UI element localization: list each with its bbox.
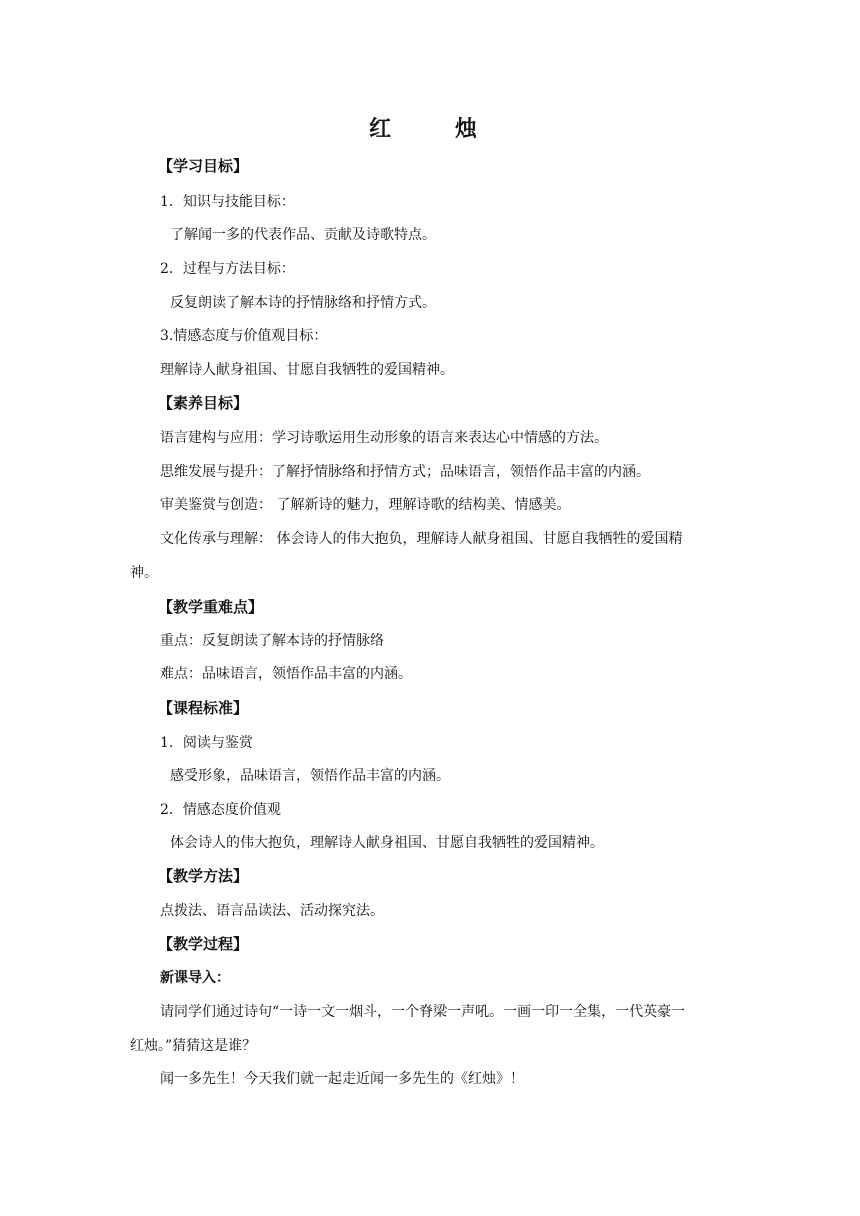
key-point: 重点：反复朗读了解本诗的抒情脉络 bbox=[160, 633, 384, 649]
learning-goal-3: 3.情感态度与价值观目标： bbox=[160, 328, 328, 344]
literacy-line-4: 文化传承与理解： 体会诗人的伟大抱负，理解诗人献身祖国、甘愿自我牺牲的爱国精 bbox=[160, 531, 683, 547]
learning-goal-1-text: 了解闻一多的代表作品、贡献及诗歌特点。 bbox=[170, 227, 436, 243]
curriculum-item-2-text: 体会诗人的伟大抱负，理解诗人献身祖国、甘愿自我牺牲的爱国精神。 bbox=[170, 835, 604, 851]
learning-goal-3-text: 理解诗人献身祖国、甘愿自我牺牲的爱国精神。 bbox=[160, 362, 454, 378]
curriculum-item-1-text: 感受形象，品味语言，领悟作品丰富的内涵。 bbox=[170, 768, 450, 784]
heading-curriculum: 【课程标准】 bbox=[158, 699, 249, 717]
intro-label: 新课导入： bbox=[160, 970, 230, 986]
literacy-line-1: 语言建构与应用：学习诗歌运用生动形象的语言来表达心中情感的方法。 bbox=[160, 430, 608, 446]
heading-literacy-goals: 【素养目标】 bbox=[158, 394, 249, 412]
learning-goal-2: 2．过程与方法目标： bbox=[160, 261, 295, 277]
curriculum-item-1: 1．阅读与鉴赏 bbox=[160, 735, 253, 751]
intro-paragraph-1-cont: 红烛。”猜猜这是谁？ bbox=[130, 1038, 257, 1054]
heading-process: 【教学过程】 bbox=[158, 935, 249, 953]
intro-paragraph-1: 请同学们通过诗句“一诗一文一烟斗，一个脊梁一声吼。一画一印一全集，一代英豪一 bbox=[160, 1004, 686, 1020]
literacy-line-3: 审美鉴赏与创造： 了解新诗的魅力，理解诗歌的结构美、情感美。 bbox=[160, 497, 571, 513]
literacy-line-4-cont: 神。 bbox=[130, 565, 158, 581]
heading-methods: 【教学方法】 bbox=[158, 867, 249, 885]
curriculum-item-2: 2．情感态度价值观 bbox=[160, 802, 281, 818]
literacy-line-2: 思维发展与提升：了解抒情脉络和抒情方式；品味语言，领悟作品丰富的内涵。 bbox=[160, 464, 650, 480]
heading-key-points: 【教学重难点】 bbox=[158, 598, 264, 616]
learning-goal-2-text: 反复朗读了解本诗的抒情脉络和抒情方式。 bbox=[170, 295, 436, 311]
document-title: 红 烛 bbox=[369, 117, 505, 142]
learning-goal-1: 1．知识与技能目标： bbox=[160, 194, 295, 210]
intro-paragraph-2: 闻一多先生！今天我们就一起走近闻一多先生的《红烛》！ bbox=[160, 1071, 524, 1087]
methods-text: 点拨法、语言品读法、活动探究法。 bbox=[160, 903, 384, 919]
heading-learning-goals: 【学习目标】 bbox=[158, 157, 249, 175]
difficult-point: 难点：品味语言，领悟作品丰富的内涵。 bbox=[160, 666, 412, 682]
